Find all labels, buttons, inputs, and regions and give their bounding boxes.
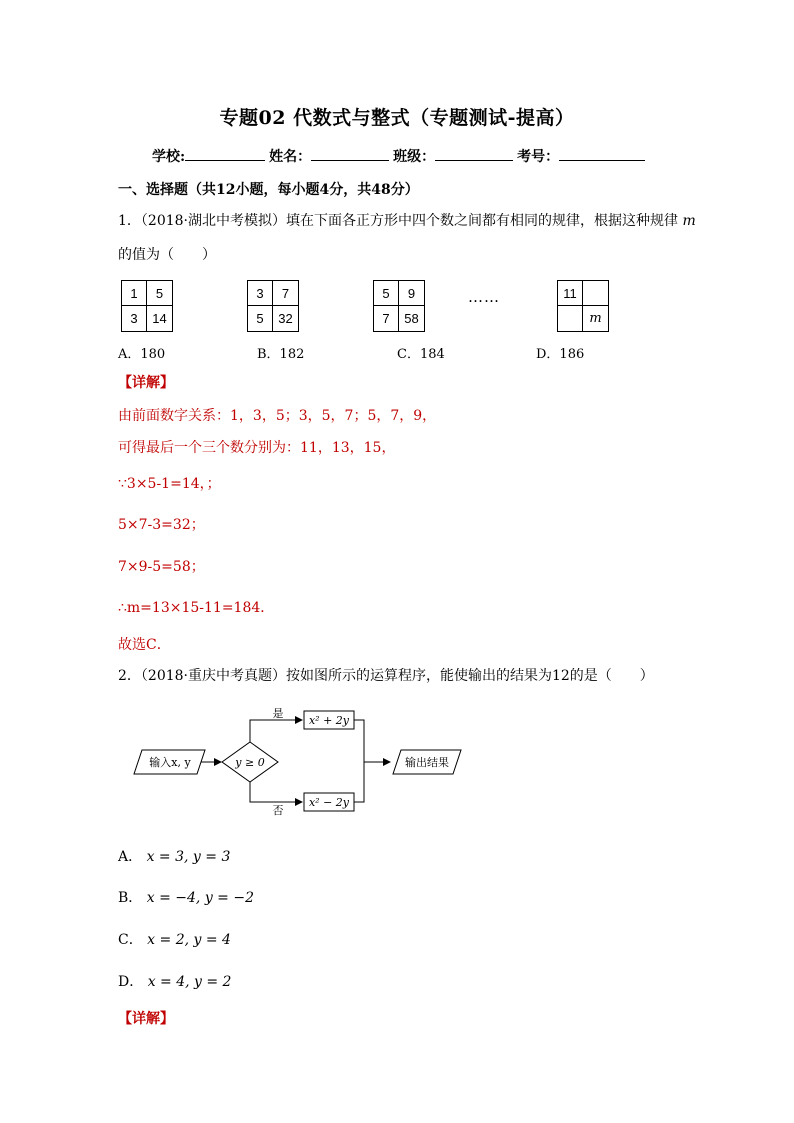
q1-solution-line: ∴m=13×15-11=184．: [118, 600, 275, 616]
cell: 5: [147, 281, 172, 306]
flow-input-label: 输入x, y: [149, 756, 191, 769]
q1-detail-label: 【详解】: [118, 375, 174, 391]
q2-option-c: [118, 929, 231, 949]
cell: 1: [122, 281, 147, 306]
school-label: 学校:: [152, 149, 186, 165]
option-label: C．: [118, 932, 143, 948]
option-expr: x = 2, y = 4: [147, 932, 231, 948]
q1-square-1: [121, 280, 173, 332]
q1-solution-line: 5×7-3=32；: [118, 517, 205, 533]
cell: 11: [558, 281, 583, 306]
cell: 58: [404, 311, 419, 326]
q2-option-a: [118, 846, 230, 866]
q1-solution-line: 故选C．: [118, 637, 171, 653]
flow-yes-label: 是: [272, 707, 284, 720]
cell: [558, 306, 583, 331]
q1-stem-line1: [118, 210, 696, 230]
cell: 3: [248, 281, 273, 306]
q1-option-a: A．180: [118, 347, 166, 362]
exam-no-label: 考号：: [517, 149, 560, 165]
q1-stem-line2: 的值为（ ）: [118, 247, 216, 263]
student-info-line: [152, 146, 649, 166]
flow-no-expr: x² − 2y: [308, 796, 350, 809]
q1-var-m: m: [682, 213, 696, 229]
q1-square-3: [373, 280, 425, 332]
school-blank: [185, 146, 265, 161]
class-label: 班级：: [393, 149, 436, 165]
q1-stem-text: 1．（2018·湖北中考模拟）填在下面各正方形中四个数之间都有相同的规律，根据这种规律: [118, 213, 678, 229]
q2-option-b: [118, 887, 254, 907]
q1-square-2: [247, 280, 299, 332]
q1-solution-line: 可得最后一个三个数分别为：11，13，15，: [118, 440, 396, 456]
q2-option-d: [118, 971, 231, 991]
name-label: 姓名：: [269, 149, 312, 165]
option-label: D．: [118, 974, 144, 990]
option-expr: x = 4, y = 2: [147, 974, 232, 990]
cell: 7: [273, 281, 298, 306]
q2-detail-label: 【详解】: [118, 1011, 174, 1027]
q2-stem: 2．（2018·重庆中考真题）按如图所示的运算程序，能使输出的结果为12的是（ ）: [118, 668, 654, 684]
flow-condition-label: y ≥ 0: [235, 756, 265, 769]
page-title: 专题02 代数式与整式（专题测试-提高）: [219, 107, 575, 129]
option-label: A．: [118, 849, 143, 865]
cell: 9: [399, 281, 424, 306]
q1-square-4: [557, 280, 609, 332]
q2-flowchart: [120, 700, 470, 825]
q1-option-d: D．186: [536, 347, 585, 362]
cell: 7: [374, 306, 399, 331]
option-expr: x = −4, y = −2: [146, 890, 254, 906]
exam-no-blank: [559, 146, 645, 161]
cell: 5: [248, 306, 273, 331]
option-expr: x = 3, y = 3: [146, 849, 231, 865]
option-label: B．: [118, 890, 143, 906]
cell: [583, 281, 608, 306]
cell: 32: [278, 311, 293, 326]
section-heading: 一、选择题（共12小题，每小题4分，共48分）: [118, 182, 419, 198]
name-blank: [311, 146, 389, 161]
cell: m: [589, 311, 602, 326]
cell: 3: [122, 306, 147, 331]
q1-solution-line: 7×9-5=58；: [118, 559, 205, 575]
q1-ellipsis: ……: [468, 288, 500, 306]
q1-solution-line: ∵3×5-1=14，；: [118, 476, 221, 492]
flow-yes-expr: x² + 2y: [308, 714, 350, 727]
cell: 14: [152, 311, 167, 326]
flow-no-label: 否: [272, 804, 284, 817]
flow-output-label: 输出结果: [405, 756, 449, 769]
q1-option-b: B．182: [257, 347, 305, 362]
class-blank: [435, 146, 513, 161]
q1-option-c: C．184: [397, 347, 445, 362]
cell: 5: [374, 281, 399, 306]
q1-solution-line: 由前面数字关系：1，3，5；3，5，7；5，7，9，: [118, 408, 437, 424]
